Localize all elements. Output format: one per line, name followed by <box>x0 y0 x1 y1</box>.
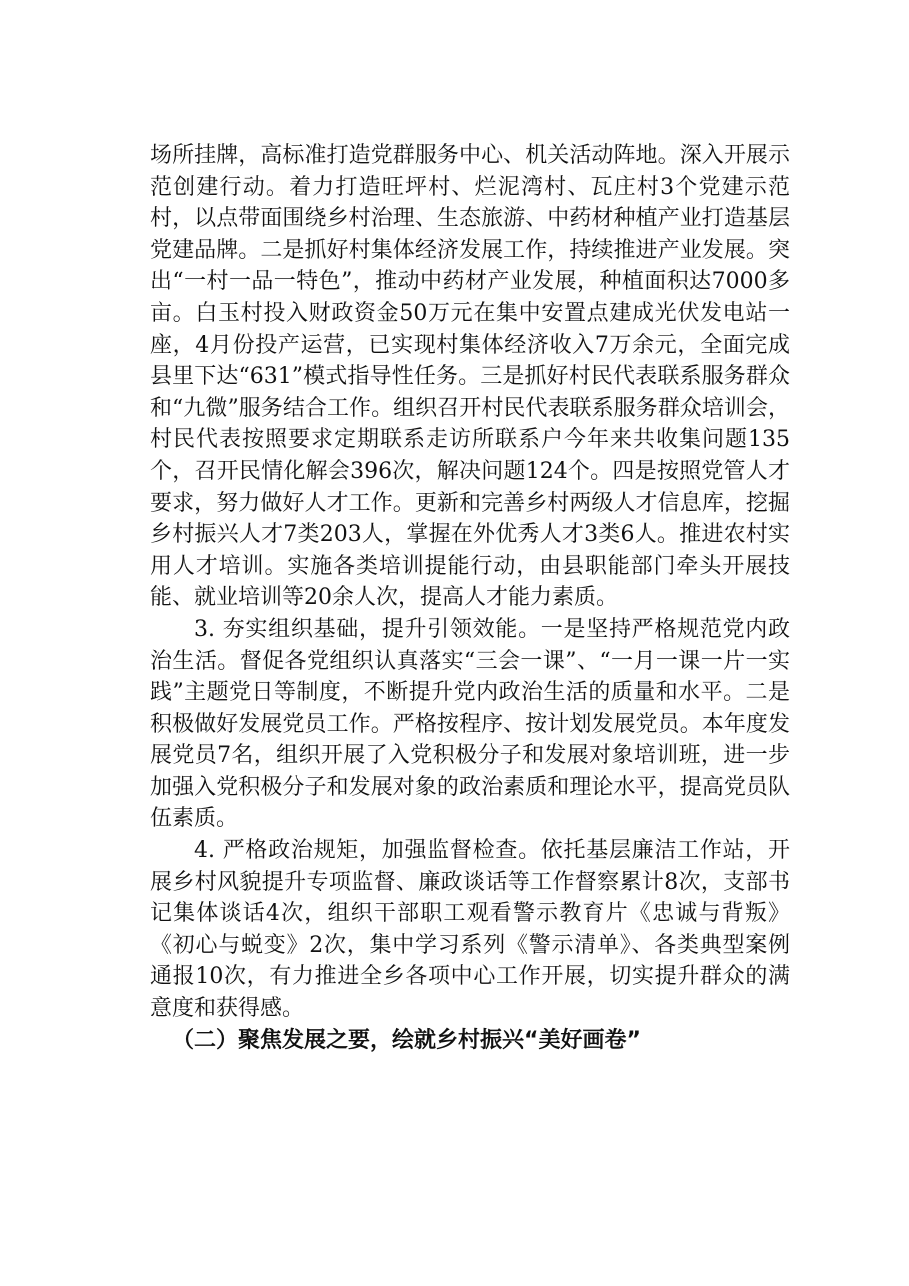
paragraph-political-discipline: 4. 严格政治规矩，加强监督检查。依托基层廉洁工作站，开展乡村风貌提升专项监督、廉政谈话等工作督察累计8次，支部书记集体谈话4次，组织干部职工观看警示教育片《忠诚与背叛》《初心与蜕变》2次，集中学习系列《警示清单》、各类典型案例通报10次，有力推进全乡各项中心工作开展，切实提升群众的满意度和获得感。 <box>150 838 790 1022</box>
paragraph-organization-foundation: 3. 夯实组织基础，提升引领效能。一是坚持严格规范党内政治生活。督促各党组织认真落实“三会一课”、“一月一课一片一实践”主题党日等制度，不断提升党内政治生活的质量和水平。二是积极做好发展党员工作。严格按程序、按计划发展党员。本年度发展党员7名，组织开展了入党积极分子和发展对象培训班，进一步加强入党积极分子和发展对象的政治素质和理论水平，提高党员队伍素质。 <box>150 616 790 832</box>
document-body <box>150 140 790 1056</box>
section-heading: （二）聚焦发展之要，绘就乡村振兴“美好画卷” <box>172 1027 641 1053</box>
paragraph-rural-party-building: 场所挂牌，高标准打造党群服务中心、机关活动阵地。深入开展示范创建行动。着力打造旺坪村、烂泥湾村、瓦庄村3个党建示范村，以点带面围绕乡村治理、生态旅游、中药材种植产业打造基层党建品牌。二是抓好村集体经济发展工作，持续推进产业发展。突出“一村一品一特色”，推动中药材产业发展，种植面积达7000多亩。白玉村投入财政资金50万元在集中安置点建成光伏发电站一座，4月份投产运营，已实现村集体经济收入7万余元，全面完成县里下达“631”模式指导性任务。三是抓好村民代表联系服务群众和“九微”服务结合工作。组织召开村民代表联系服务群众培训会，村民代表按照要求定期联系走访所联系户今年来共收集问题135个，召开民情化解会396次，解决问题124个。四是按照党管人才要求，努力做好人才工作。更新和完善乡村两级人才信息库，挖掘乡村振兴人才7类203人，掌握在外优秀人才3类6人。推进农村实用人才培训。实施各类培训提能行动，由县职能部门牵头开展技能、就业培训等20余人次，提高人才能力素质。 <box>150 143 790 611</box>
